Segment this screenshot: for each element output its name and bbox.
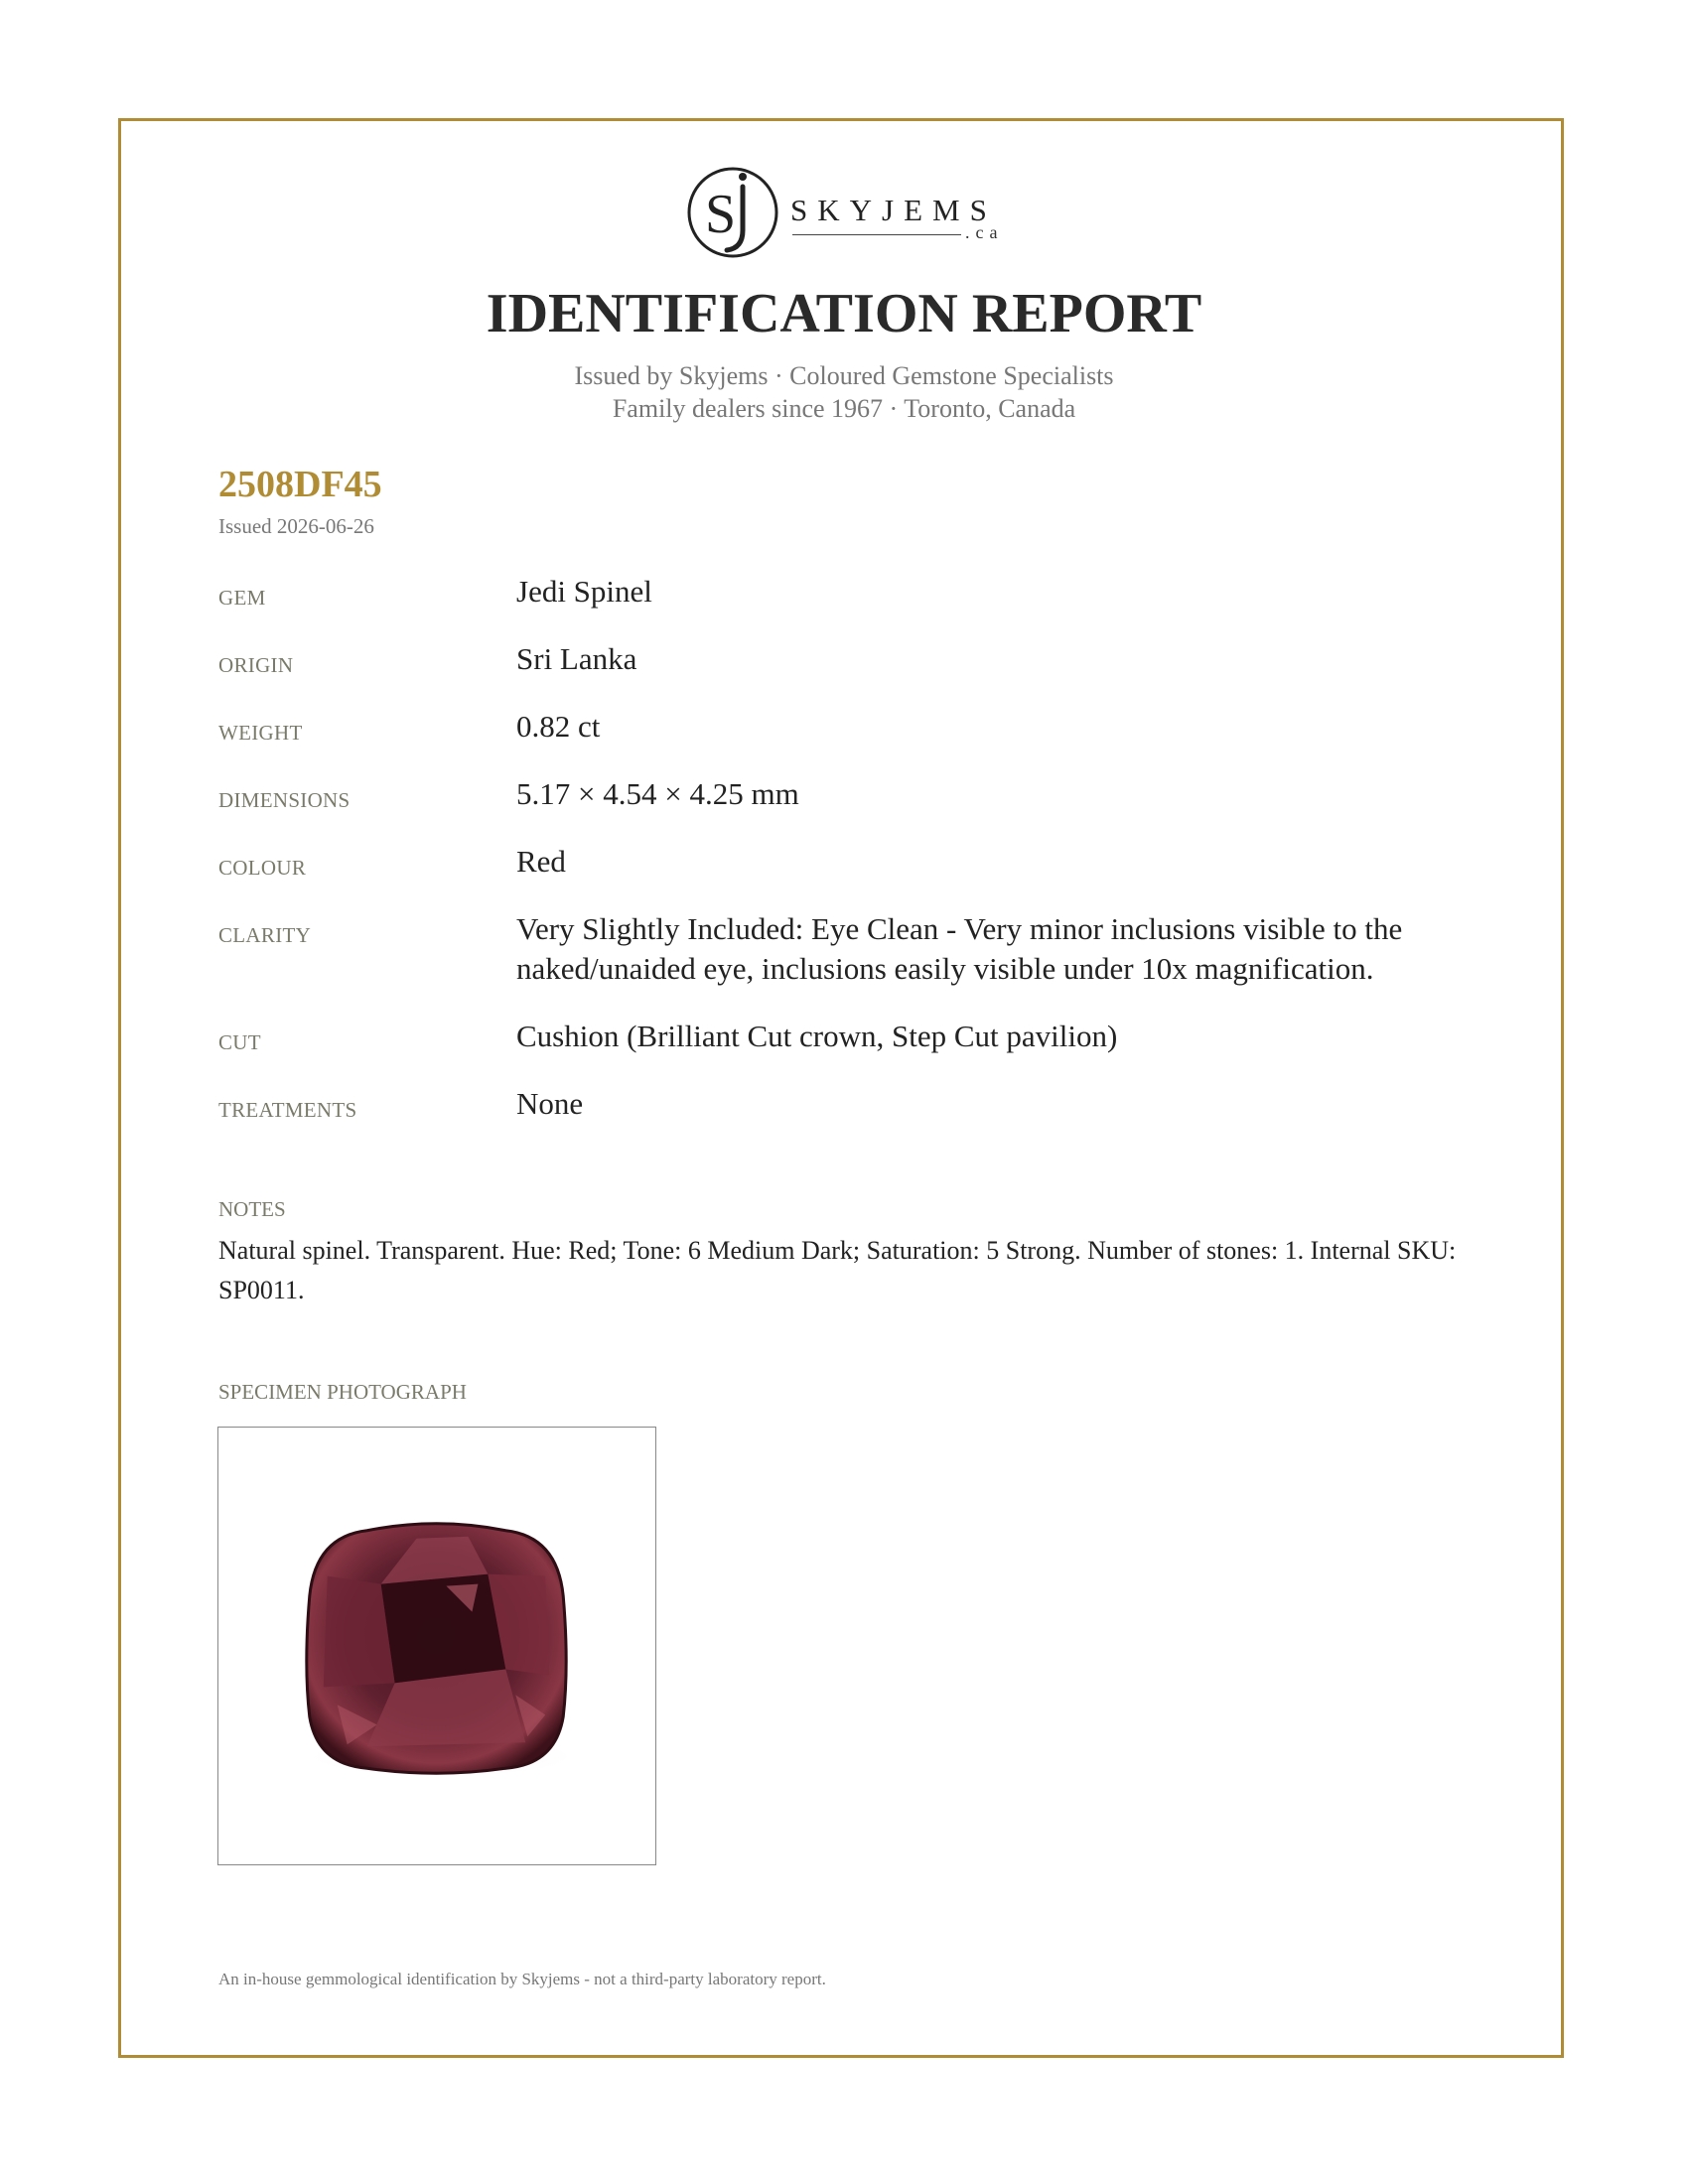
- field-label: ORIGIN: [218, 653, 294, 677]
- footer-disclaimer: An in-house gemmological identification by Skyjems - not a third-party laboratory report.: [218, 1970, 826, 1988]
- report-title: IDENTIFICATION REPORT: [486, 283, 1202, 344]
- field-label: WEIGHT: [218, 721, 303, 745]
- notes-label: NOTES: [218, 1197, 286, 1221]
- field-value: Cushion (Brilliant Cut crown, Step Cut pavilion): [516, 1019, 1118, 1053]
- heritage-line: Family dealers since 1967 · Toronto, Canada: [612, 394, 1076, 423]
- field-label: TREATMENTS: [218, 1098, 357, 1122]
- field-label: GEM: [218, 586, 266, 610]
- field-value: Red: [516, 844, 566, 879]
- issuer-line: Issued by Skyjems · Coloured Gemstone Specialists: [574, 361, 1114, 390]
- issue-date: Issued 2026-06-26: [218, 514, 374, 538]
- brand-underline: [792, 234, 961, 235]
- brand-wordmark: SKYJEMS: [790, 193, 997, 227]
- field-label: CUT: [218, 1030, 261, 1054]
- field-value: Very Slightly Included: Eye Clean - Very minor inclusions visible to the naked/unaided eye, inclusions easily visible under 10x magnification.: [516, 911, 1403, 986]
- sj-monogram-icon: [685, 165, 780, 260]
- skyjems-logo: [685, 165, 1013, 264]
- field-value: Jedi Spinel: [516, 574, 652, 609]
- report-number: 2508DF45: [218, 464, 382, 505]
- field-value: Sri Lanka: [516, 641, 637, 676]
- cushion-gem-icon: [218, 1428, 654, 1863]
- specimen-photo: [217, 1427, 656, 1865]
- field-value: None: [516, 1086, 584, 1121]
- svg-text:S: S: [705, 184, 737, 245]
- notes-text: Natural spinel. Transparent. Hue: Red; Tone: 6 Medium Dark; Saturation: 5 Strong. Number of stones: 1. Internal SKU: SP0011.: [218, 1236, 1457, 1304]
- field-label: COLOUR: [218, 856, 307, 880]
- brand-tld: .ca: [965, 222, 1004, 242]
- field-value: 5.17 × 4.54 × 4.25 mm: [516, 776, 799, 811]
- photo-label: SPECIMEN PHOTOGRAPH: [218, 1380, 467, 1404]
- field-label: CLARITY: [218, 923, 312, 947]
- field-value: 0.82 ct: [516, 709, 601, 744]
- field-label: DIMENSIONS: [218, 788, 351, 812]
